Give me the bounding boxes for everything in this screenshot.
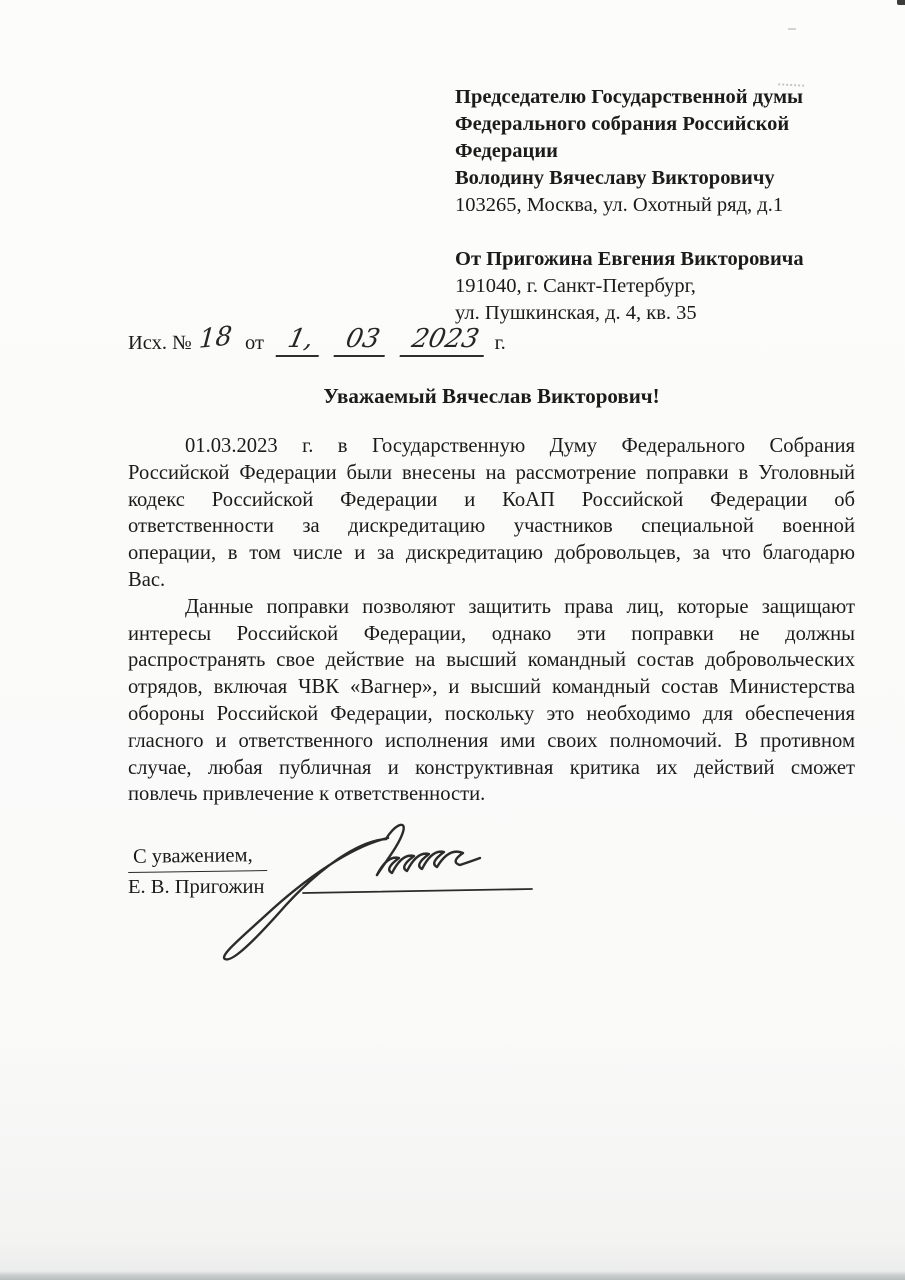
recipient-address: 103265, Москва, ул. Охотный ряд, д.1 [455,194,784,216]
text-line: повлечь привлечение к ответственности. [128,783,486,806]
signer-name: Е. В. Пригожин [128,876,265,898]
handwritten-date-year: 2023 [400,324,491,357]
handwritten-date-day: 1, [276,324,326,357]
body-paragraph-1 [128,433,855,594]
reference-prefix: Исх. № [128,332,192,354]
scan-corner-artifact [897,0,905,5]
text-line: Федерального собрания Российской [455,113,790,135]
text-line: Вас. [128,568,166,591]
sender-address-block [455,273,895,327]
text-line: операции, в том числе и за дискредитацию добровольцев, за что благодарю [128,542,855,565]
text-line: Федерации [455,140,558,162]
reference-line [128,321,506,359]
salutation: Уважаемый Вячеслав Викторович! [323,384,660,408]
text-line: Володину Вячеславу Викторовичу [455,167,775,189]
handwritten-date-month: 03 [334,324,392,357]
text-line: ул. Пушкинская, д. 4, кв. 35 [455,302,697,324]
text-line: распространять свое действие на высший командный состав добровольческих [128,649,855,672]
closing-regards: С уважением, [128,841,267,873]
body-paragraph-2 [128,594,855,808]
recipient-block [455,84,895,192]
address-header [455,84,895,327]
text-line: случае, любая публичная и конструктивная критика их действий сможет [128,756,855,779]
letter-body [128,433,855,808]
sender-title: От Пригожина Евгения Викторовича [455,248,804,270]
text-line: Данные поправки позволяют защитить права лиц, которые защищают [185,595,855,618]
reference-suffix: г. [494,332,506,354]
text-line: кодекс Российской Федерации и КоАП Российской Федерации об [128,488,855,511]
text-line: обороны Российской Федерации, поскольку это необходимо для обеспечения [128,702,855,725]
handwritten-outgoing-number: 18 [197,321,233,355]
reference-ot: от [245,332,264,354]
text-line: Председателю Государственной думы [455,86,804,108]
scan-bottom-edge [0,1271,905,1280]
scan-smudge [778,83,804,92]
scan-smudge-small [788,28,796,30]
text-line: ответственности за дискредитацию участников специальной военной [128,515,855,538]
text-line: Российской Федерации были внесены на рассмотрение поправки в Уголовный [128,461,855,484]
text-line: отрядов, включая ЧВК «Вагнер», и высший командный состав Министерства [128,676,855,699]
text-line: 01.03.2023 г. в Государственную Думу Федерального Собрания [185,435,855,457]
text-line: 191040, г. Санкт-Петербург, [455,275,696,297]
spacer [455,219,895,246]
signature-icon [192,818,552,968]
text-line: интересы Российской Федерации, однако эти поправки не должны [128,622,855,645]
text-line: гласного и ответственного исполнения ими своих полномочий. В противном [128,729,855,752]
